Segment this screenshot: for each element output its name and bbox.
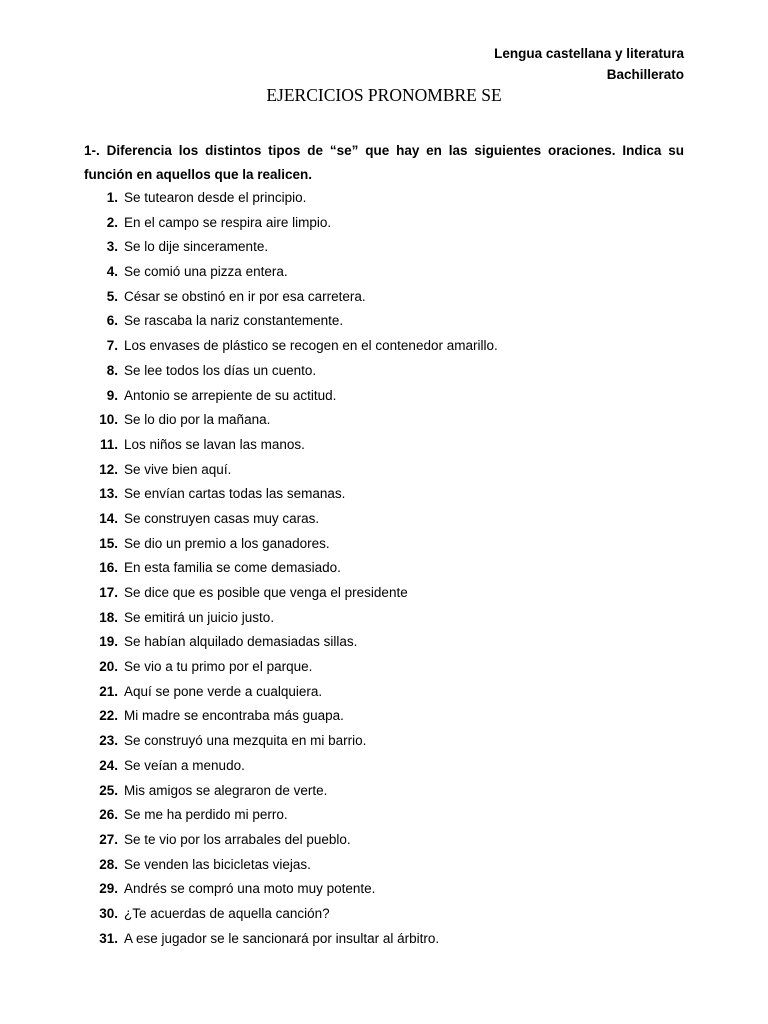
list-item bbox=[84, 556, 684, 581]
page-title: EJERCICIOS PRONOMBRE SE bbox=[266, 85, 502, 105]
list-item bbox=[84, 532, 684, 557]
exercise-sentence: Se rascaba la nariz constantemente. bbox=[124, 313, 344, 329]
list-item bbox=[84, 260, 684, 285]
exercise-sentence: Se emitirá un juicio justo. bbox=[124, 609, 275, 625]
list-item bbox=[84, 285, 684, 310]
exercise-number: 4. bbox=[106, 264, 118, 280]
exercise-number: 29. bbox=[99, 881, 118, 897]
list-item bbox=[84, 828, 684, 853]
exercise-number: 12. bbox=[99, 461, 118, 477]
list-item bbox=[84, 729, 684, 754]
exercise-sentence: Se construyó una mezquita en mi barrio. bbox=[124, 733, 367, 749]
exercise-sentence: ¿Te acuerdas de aquella canción? bbox=[124, 905, 330, 921]
exercise-number: 22. bbox=[99, 708, 118, 724]
list-item bbox=[84, 211, 684, 236]
exercise-sentence: Se habían alquilado demasiadas sillas. bbox=[124, 634, 358, 650]
exercise-number: 21. bbox=[99, 683, 118, 699]
list-item bbox=[84, 902, 684, 927]
list-item bbox=[84, 235, 684, 260]
exercise-sentence: Se me ha perdido mi perro. bbox=[124, 807, 288, 823]
exercise-number: 27. bbox=[99, 831, 118, 847]
list-item bbox=[84, 877, 684, 902]
list-item bbox=[84, 680, 684, 705]
list-item bbox=[84, 927, 684, 952]
list-item bbox=[84, 433, 684, 458]
exercise-number: 30. bbox=[99, 905, 118, 921]
exercise-sentence: Se te vio por los arrabales del pueblo. bbox=[124, 831, 351, 847]
exercise-sentence: Antonio se arrepiente de su actitud. bbox=[124, 387, 337, 403]
exercise-number: 5. bbox=[106, 288, 118, 304]
exercise-number: 13. bbox=[99, 486, 118, 502]
list-item bbox=[84, 803, 684, 828]
exercise-instruction: 1-. Diferencia los distintos tipos de “se” que hay en las siguientes oraciones. Indica su función en aquellos que la realicen. bbox=[84, 143, 684, 182]
exercise-sentence: Aquí se pone verde a cualquiera. bbox=[124, 683, 323, 699]
exercise-sentence: Se construyen casas muy caras. bbox=[124, 510, 320, 526]
exercise-number: 24. bbox=[99, 757, 118, 773]
exercise-number: 8. bbox=[106, 362, 118, 378]
list-item bbox=[84, 779, 684, 804]
exercise-number: 15. bbox=[99, 535, 118, 551]
exercise-sentence: Los envases de plástico se recogen en el contenedor amarillo. bbox=[124, 338, 498, 354]
exercise-number: 10. bbox=[99, 412, 118, 428]
exercise-sentence: Se lo dio por la mañana. bbox=[124, 412, 271, 428]
list-item bbox=[84, 853, 684, 878]
exercise-list bbox=[84, 186, 684, 951]
exercise-number: 1. bbox=[106, 190, 118, 205]
exercise-number: 26. bbox=[99, 807, 118, 823]
exercise-number: 7. bbox=[106, 338, 118, 354]
exercise-number: 31. bbox=[99, 930, 118, 946]
list-item bbox=[84, 334, 684, 359]
list-item bbox=[84, 408, 684, 433]
list-item bbox=[84, 507, 684, 532]
exercise-number: 23. bbox=[99, 733, 118, 749]
exercise-number: 6. bbox=[106, 313, 118, 329]
exercise-sentence: César se obstinó en ir por esa carretera. bbox=[124, 288, 366, 304]
exercise-sentence: Se dio un premio a los ganadores. bbox=[124, 535, 330, 551]
exercise-sentence: Se lo dije sinceramente. bbox=[124, 239, 269, 255]
list-item bbox=[84, 655, 684, 680]
exercise-sentence: Andrés se compró una moto muy potente. bbox=[124, 881, 376, 897]
exercise-number: 25. bbox=[99, 782, 118, 798]
exercise-number: 16. bbox=[99, 560, 118, 576]
exercise-sentence: Se dice que es posible que venga el presidente bbox=[124, 585, 408, 600]
exercise-sentence: Se vive bien aquí. bbox=[124, 461, 232, 477]
list-item bbox=[84, 482, 684, 507]
list-item bbox=[84, 581, 684, 606]
exercise-number: 18. bbox=[99, 609, 118, 625]
exercise-sentence: Los niños se lavan las manos. bbox=[124, 436, 305, 452]
exercise-sentence: A ese jugador se le sancionará por insultar al árbitro. bbox=[124, 930, 440, 946]
exercise-number: 19. bbox=[99, 634, 118, 650]
list-item bbox=[84, 754, 684, 779]
list-item bbox=[84, 630, 684, 655]
exercise-sentence: Mi madre se encontraba más guapa. bbox=[124, 708, 344, 724]
exercise-number: 28. bbox=[99, 856, 118, 872]
list-item bbox=[84, 384, 684, 409]
exercise-number: 17. bbox=[99, 585, 118, 600]
exercise-sentence: Se lee todos los días un cuento. bbox=[124, 362, 317, 378]
list-item bbox=[84, 606, 684, 631]
exercise-sentence: Se envían cartas todas las semanas. bbox=[124, 486, 346, 502]
exercise-sentence: En esta familia se come demasiado. bbox=[124, 560, 341, 576]
list-item bbox=[84, 458, 684, 483]
document-header bbox=[494, 43, 684, 85]
exercise-sentence: Mis amigos se alegraron de verte. bbox=[124, 782, 328, 798]
list-item bbox=[84, 359, 684, 384]
exercise-number: 20. bbox=[99, 659, 118, 675]
exercise-number: 14. bbox=[99, 510, 118, 526]
list-item bbox=[84, 309, 684, 334]
list-item bbox=[84, 186, 684, 211]
exercise-sentence: Se comió una pizza entera. bbox=[124, 264, 288, 280]
exercise-sentence: En el campo se respira aire limpio. bbox=[124, 214, 332, 230]
exercise-number: 3. bbox=[106, 239, 118, 255]
exercise-number: 2. bbox=[106, 214, 118, 230]
exercise-number: 9. bbox=[106, 387, 118, 403]
exercise-sentence: Se venden las bicicletas viejas. bbox=[124, 856, 311, 872]
exercise-sentence: Se veían a menudo. bbox=[124, 757, 245, 773]
list-item bbox=[84, 704, 684, 729]
exercise-sentence: Se vio a tu primo por el parque. bbox=[124, 659, 313, 675]
exercise-sentence: Se tutearon desde el principio. bbox=[124, 190, 307, 205]
level-label: Bachillerato bbox=[606, 67, 684, 82]
exercise-number: 11. bbox=[99, 436, 118, 452]
subject-label: Lengua castellana y literatura bbox=[494, 46, 684, 61]
